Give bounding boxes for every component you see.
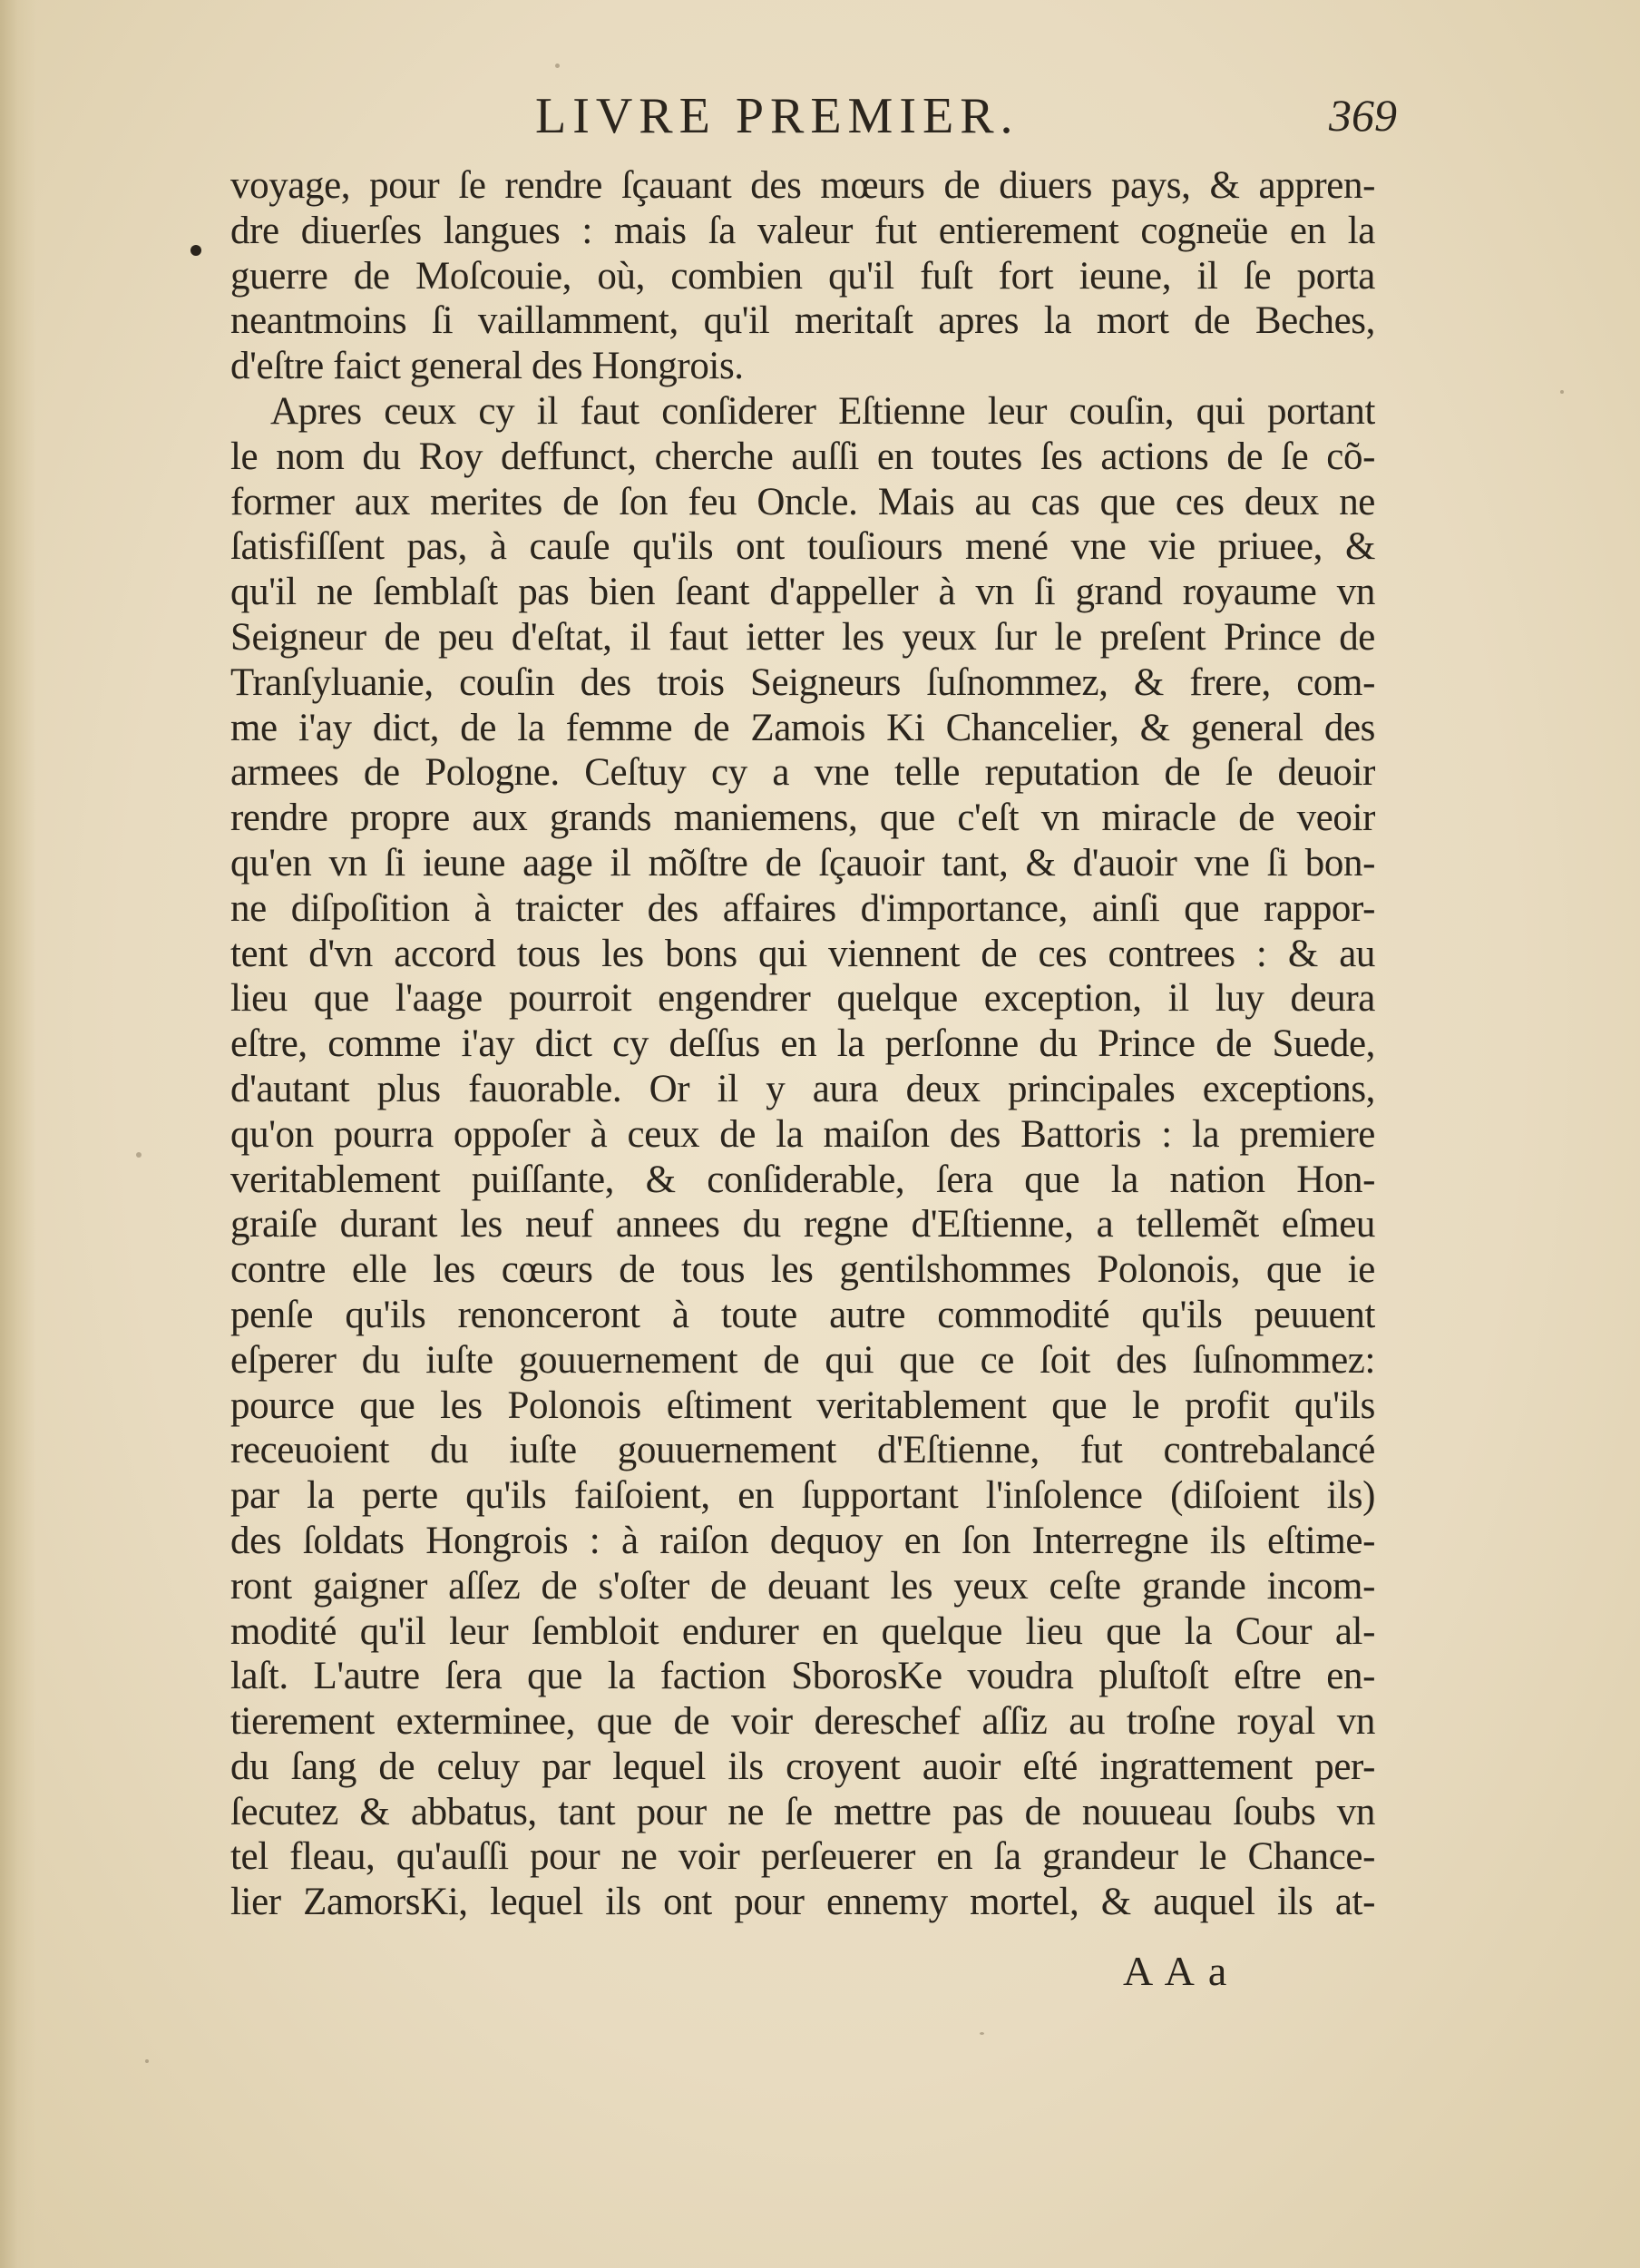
paper-speck: [1560, 390, 1564, 394]
text-line: former aux merites de ſon feu Oncle. Mais au cas que ces deux ne: [230, 480, 1375, 523]
text-line: veritablement puiſſante, & conſiderable, ſera que la nation Hon-: [230, 1158, 1375, 1201]
ink-dot: [190, 245, 201, 256]
text-line: du ſang de celuy par lequel ils croyent auoir eſté ingrattement per-: [230, 1745, 1375, 1788]
text-line: qu'on pourra oppoſer à ceux de la maiſon des Battoris : la premiere: [230, 1112, 1375, 1156]
text-line: d'autant plus fauorable. Or il y aura deux principales exceptions,: [230, 1067, 1375, 1110]
text-line: rendre propre aux grands maniemens, que c'eſt vn miracle de veoir: [230, 797, 1375, 840]
paper-speck: [145, 2059, 149, 2063]
signature-mark: A A a: [1123, 1948, 1230, 1994]
page-gutter-edge: [0, 0, 36, 2268]
text-line: par la perte qu'ils faiſoient, en ſupportant l'inſolence (diſoient ils): [230, 1474, 1375, 1518]
page-header: [535, 87, 1397, 160]
text-line: ſatisfiſſent pas, à cauſe qu'ils ont touſiours mené vne vie priuee, &: [230, 525, 1375, 569]
paper-speck: [980, 2032, 984, 2035]
text-line: qu'en vn ſi ieune aage il mõſtre de ſçauoir tant, & d'auoir vne ſi bon-: [230, 841, 1375, 885]
text-line: penſe qu'ils renonceront à toute autre commodité qu'ils peuuent: [230, 1293, 1375, 1336]
body-text: [230, 163, 1375, 1925]
paper-speck: [555, 64, 560, 68]
text-line: des ſoldats Hongrois : à raiſon dequoy en ſon Interregne ils eſtime-: [230, 1519, 1375, 1562]
text-line: neantmoins ſi vaillamment, qu'il meritaſt apres la mort de Beches,: [230, 299, 1375, 343]
text-line: ront gaigner aſſez de s'oſter de deuant les yeux ceſte grande incom-: [230, 1564, 1375, 1608]
text-line: lier ZamorsKi, lequel ils ont pour ennemy mortel, & auquel ils at-: [230, 1881, 1375, 1924]
text-line: laſt. L'autre ſera que la faction SborosKe voudra pluſtoſt eſtre en-: [230, 1655, 1375, 1698]
text-line: Seigneur de peu d'eſtat, il faut ietter les yeux ſur le preſent Prince de: [230, 615, 1375, 659]
text-line: pource que les Polonois eſtiment veritablement que le profit qu'ils: [230, 1383, 1375, 1427]
text-line: contre elle les cœurs de tous les gentilshommes Polonois, que ie: [230, 1248, 1375, 1292]
text-line: d'eſtre faict general des Hongrois.: [230, 345, 744, 388]
text-line: qu'il ne ſemblaſt pas bien ſeant d'appeller à vn ſi grand royaume vn: [230, 571, 1375, 614]
text-line: lieu que l'aage pourroit engendrer quelque exception, il luy deura: [230, 977, 1375, 1021]
text-line: ſecutez & abbatus, tant pour ne ſe mettre pas de nouueau ſoubs vn: [230, 1790, 1375, 1833]
text-line: dre diuerſes langues : mais ſa valeur fut entierement cogneüe en la: [230, 209, 1375, 252]
text-line: graiſe durant les neuf annees du regne d'Eſtienne, a tellemẽt eſmeu: [230, 1203, 1375, 1246]
text-line: modité qu'il leur ſembloit endurer en quelque lieu que la Cour al-: [230, 1609, 1375, 1653]
text-line: eſtre, comme i'ay dict cy deſſus en la perſonne du Prince de Suede,: [230, 1022, 1375, 1066]
text-line: eſperer du iuſte gouuernement de qui que ce ſoit des ſuſnommez:: [230, 1338, 1375, 1382]
paper-speck: [136, 1152, 142, 1158]
text-line: Apres ceux cy il faut conſiderer Eſtienne leur couſin, qui portant: [270, 389, 1375, 433]
text-line: Tranſyluanie, couſin des trois Seigneurs ſuſnommez, & frere, com-: [230, 660, 1375, 704]
text-line: le nom du Roy deffunct, cherche auſſi en toutes ſes actions de ſe cõ-: [230, 435, 1375, 478]
text-line: me i'ay dict, de la femme de Zamois Ki Chancelier, & general des: [230, 706, 1375, 749]
text-line: ne diſpoſition à traicter des affaires d'importance, ainſi que rappor-: [230, 886, 1375, 930]
text-line: tel fleau, qu'auſſi pour ne voir perſeuerer en ſa grandeur le Chance-: [230, 1835, 1375, 1879]
text-line: tent d'vn accord tous les bons qui viennent de ces contrees : & au: [230, 932, 1375, 975]
text-line: voyage, pour ſe rendre ſçauant des mœurs de diuers pays, & appren-: [230, 164, 1375, 207]
text-line: tierement exterminee, que de voir dereschef aſſiz au troſne royal vn: [230, 1700, 1375, 1744]
running-title: LIVRE PREMIER.: [535, 88, 1020, 144]
text-line: receuoient du iuſte gouuernement d'Eſtienne, fut contrebalancé: [230, 1429, 1375, 1472]
text-line: guerre de Moſcouie, où, combien qu'il fuſt fort ieune, il ſe porta: [230, 254, 1375, 298]
text-line: armees de Pologne. Ceſtuy cy a vne telle reputation de ſe deuoir: [230, 751, 1375, 795]
page-number: 369: [1329, 90, 1397, 141]
